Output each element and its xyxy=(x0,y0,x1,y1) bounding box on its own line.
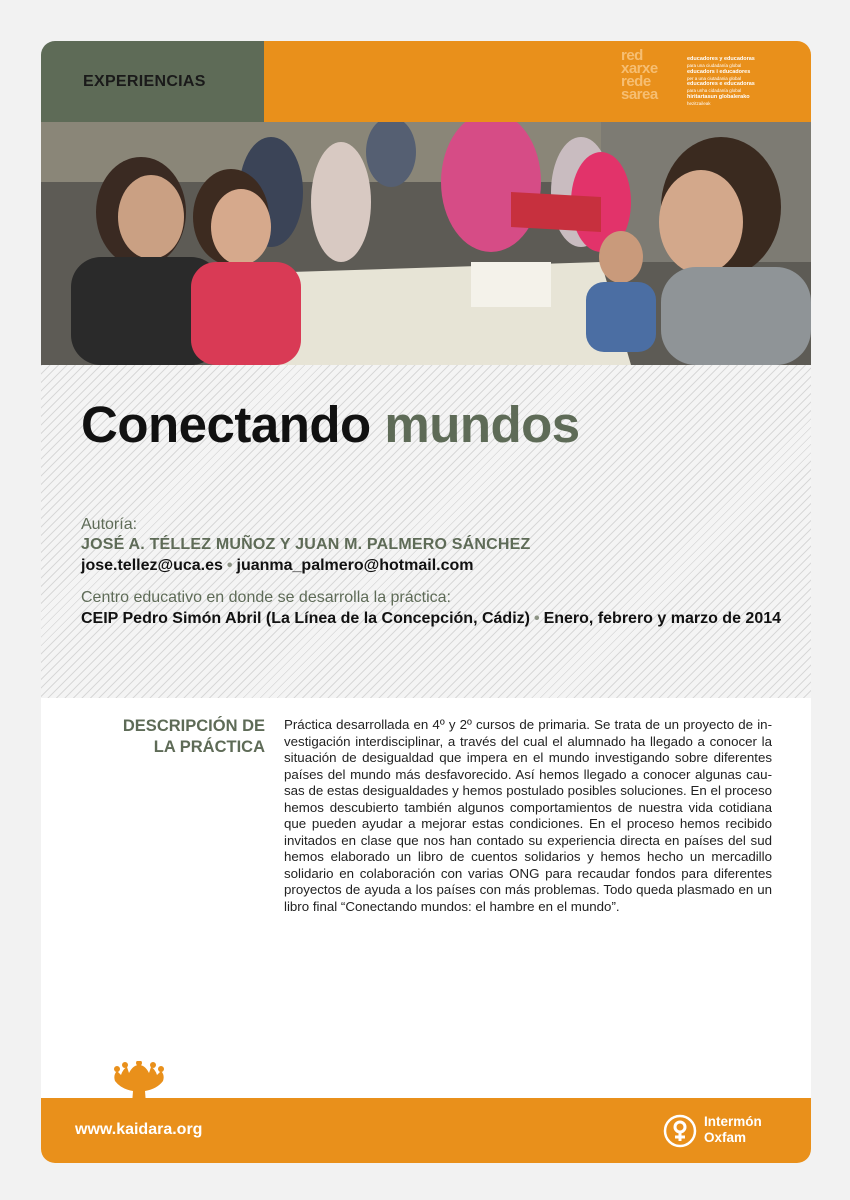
authors: JOSÉ A. TÉLLEZ MUÑOZ Y JUAN M. PALMERO SÁNCHEZ xyxy=(81,536,531,553)
dates: Enero, febrero y marzo de 2014 xyxy=(543,610,782,627)
network-logo: red xarxe rede sarea xyxy=(621,47,658,103)
separator-dot-2: • xyxy=(533,610,540,627)
section-tab xyxy=(41,41,264,122)
school-name: CEIP Pedro Simón Abril (La Línea de la Concepción, Cádiz) xyxy=(81,610,530,627)
page-title: Conectando mundos xyxy=(81,396,580,453)
classroom-photo xyxy=(41,122,811,365)
header-bar xyxy=(41,41,811,122)
description-body: Práctica desarrollada en 4º y 2º cursos de primaria. Se trata de un proyecto de in-vestigación interdisciplinar, a través del cual el alumnado ha llegado a conocer la situación de desigualdad que impera en el mundo investigando sobre diferentes países del mundo más desfavorecido. Así hemos llegado a conocer algunas cau-sas de estas desigualdades y hemos postulado posibles soluciones. En el proceso hemos descubierto también algunos comportamientos de nuestra vida cotidiana que pueden ayudar a mejorar estas condiciones. En el proceso hemos recibido invitados en clase que nos han contado su experiencia directa en países del sud hemos elaborado un libro de cuentos solidarios y hemos hecho un mercadillo solidario en colaboración con varias ONG para recaudar fondos para diferentes proyectos de ayuda a los países con más problemas. Todo queda plasmado en un libro final “Conectando mundos: el hambre en el mundo”. xyxy=(284,717,772,914)
authorship-label: Autoría: xyxy=(81,516,138,533)
article-meta xyxy=(81,515,781,629)
title-box xyxy=(41,365,811,698)
footer-url[interactable]: www.kaidara.org xyxy=(75,1121,203,1138)
org-line-1: Intermón xyxy=(704,1114,762,1129)
emails xyxy=(81,555,781,576)
separator-dot: • xyxy=(226,557,233,574)
oxfam-icon xyxy=(663,1114,697,1148)
network-slogan: educadores y educadoras para una ciudadanía global educadors i educadores per a una ciutadania global educadores e educadoras para unha cidadanía global hiritartasun globalerako hezitzaileak xyxy=(687,56,755,106)
center-and-dates xyxy=(81,608,781,629)
section-label: EXPERIENCIAS xyxy=(83,72,206,90)
org-line-2: Oxfam xyxy=(704,1130,747,1145)
center-label: Centro educativo en donde se desarrolla la práctica: xyxy=(81,589,451,606)
email-2[interactable]: juanma_palmero@hotmail.com xyxy=(236,557,474,574)
footer-bar xyxy=(41,1098,811,1163)
description-heading: DESCRIPCIÓN DE LA PRÁCTICA xyxy=(122,717,265,756)
email-1[interactable]: jose.tellez@uca.es xyxy=(81,557,223,574)
intermon-oxfam-logo xyxy=(663,1112,793,1150)
classroom-photo-image xyxy=(41,122,811,365)
document-card xyxy=(41,41,811,1163)
